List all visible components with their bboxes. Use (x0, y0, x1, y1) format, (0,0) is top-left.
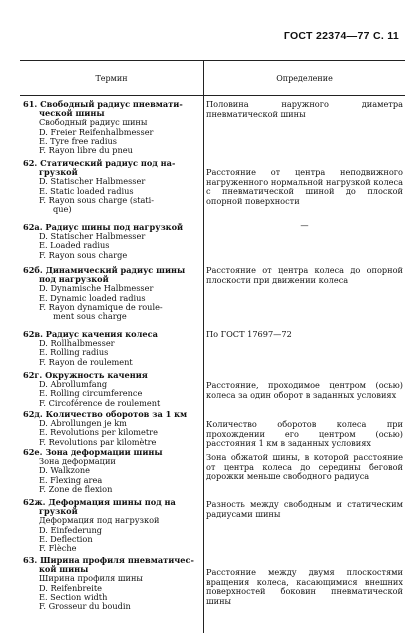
definition-cell: Половина наружного диаметра пневматической шины (206, 99, 403, 119)
term-cell: 62б. Динамический радиус шины под нагрузкой D. Dynamische Halbmesser E. Dynamic loaded radius F. Rayon dynamique de roule- ment sous charge (23, 265, 186, 322)
term-cell: 62г. Окружность качения D. Abrollumfang E. Rolling circumference F. Circoférence de roulement (23, 370, 161, 408)
term-cell: 62е. Зона деформации шины Зона деформации D. Walkzone E. Flexing area F. Zone de flexion (23, 447, 163, 494)
column-header-term: Термин (20, 61, 204, 95)
definition-cell: Расстояние, проходимое центром (осью) колеса за один оборот в заданных условиях (206, 380, 403, 400)
definition-cell: Разность между свободным и статическим радиусами шины (206, 499, 403, 519)
column-divider (203, 96, 204, 633)
term-cell: 62ж. Деформация шины под на грузкой Деформация под нагрузкой D. Einfederung E. Deflection F. Flèche (23, 497, 176, 554)
definition-cell: — (300, 220, 309, 230)
definition-cell: Расстояние от центра неподвижного нагруженного нормальной нагрузкой колеса с пневматической шиной до плоской опорной поверхности (206, 167, 403, 206)
definition-cell: Расстояние от центра колеса до опорной плоскости при движении колеса (206, 265, 403, 285)
term-cell: 62. Статический радиус под на- грузкой D. Statischer Halbmesser E. Static loaded radius F. Rayon sous charge (stati- que) (23, 158, 176, 215)
page-header: ГОСТ 22374—77 С. 11 (283, 30, 399, 42)
column-header-definition: Определение (276, 73, 333, 83)
terms-table (20, 60, 405, 633)
term-cell: 62в. Радиус качения колеса D. Rollhalbmesser E. Rolling radius F. Rayon de roulement (23, 329, 158, 367)
term-cell: 63. Ширина профиля пневматичес- кой шины Ширина профиля шины D. Reifenbreite E. Section width F. Grosseur du boudin (23, 555, 194, 612)
table-header (20, 61, 405, 96)
term-cell: 62д. Количество оборотов за 1 км D. Abrollungen je km E. Revolutions per kilometre F. Revolutions par kilomètre (23, 409, 188, 447)
definition-cell: Расстояние между двумя плоскостями вращения колеса, касающимися внешних поверхностей боковин пневматической шины (206, 567, 403, 606)
definition-cell: Количество оборотов колеса при прохождении его центром (осью) расстояния 1 км в заданных условиях (206, 419, 403, 449)
definition-cell: По ГОСТ 17697—72 (206, 329, 292, 339)
table-body (20, 96, 405, 633)
definition-cell: Зона обжатой шины, в которой расстояние от центра колеса до середины беговой дорожки меньше свободного радиуса (206, 452, 403, 482)
term-cell: 61. Свободный радиус пневмати- ческой шины Свободный радиус шины D. Freier Reifenhalbmesser E. Tyre free radius F. Rayon libre du pneu (23, 99, 183, 156)
term-cell: 62а. Радиус шины под нагрузкой D. Statischer Halbmesser E. Loaded radius F. Rayon sous charge (23, 222, 184, 260)
